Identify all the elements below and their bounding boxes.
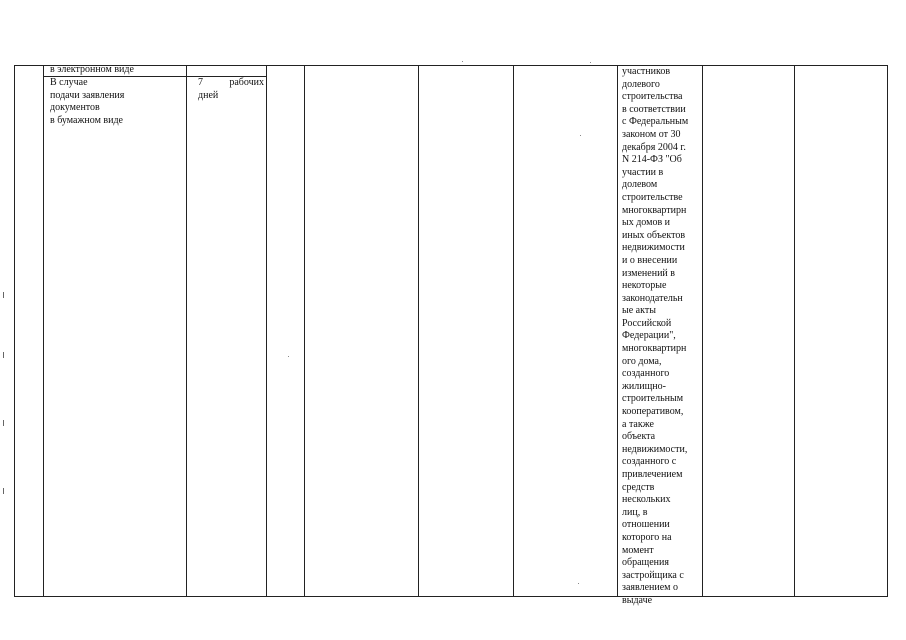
column-border-3 (186, 65, 187, 597)
cell-legal-text: участников долевого строительства в соответствии с Федеральным законом от 30 декабря 2004 г. N 214-ФЗ "Об участии в долевом строительстве многоквартирн ых домов и иных объектов недвижимости и о внесении изменений в некоторые законодательн ые акты Российской Федерации", многоквартирн ого дома, созданного жилищно- строительным кооперативом, а также объекта недвижимости, созданного с привлечением средств нескольких лиц, в отношении которого на момент обращения застройщика с заявлением о выдаче (622, 66, 689, 606)
column-border-8 (617, 65, 618, 597)
scan-edge-mark (3, 292, 4, 298)
column-border-1 (14, 65, 15, 597)
cell-electronic-form: в электронном виде (50, 64, 134, 75)
column-border-5 (304, 65, 305, 597)
cell-paper-submission: В случае подачи заявления документов в бумажном виде (50, 77, 125, 126)
scan-edge-mark (3, 420, 4, 426)
scan-speck (288, 356, 289, 357)
column-border-2 (43, 65, 44, 597)
column-border-6 (418, 65, 419, 597)
column-border-4 (266, 65, 267, 597)
column-border-10 (794, 65, 795, 597)
scan-speck (580, 135, 581, 136)
scan-edge-mark (3, 488, 4, 494)
scan-edge-mark (3, 352, 4, 358)
scan-speck (578, 583, 579, 584)
column-border-9 (702, 65, 703, 597)
scan-speck (590, 62, 591, 63)
column-border-7 (513, 65, 514, 597)
scan-speck (462, 61, 463, 62)
cell-working-days: 7 рабочих дней (198, 77, 264, 101)
column-border-11 (887, 65, 888, 597)
table-bottom-border (14, 596, 887, 597)
